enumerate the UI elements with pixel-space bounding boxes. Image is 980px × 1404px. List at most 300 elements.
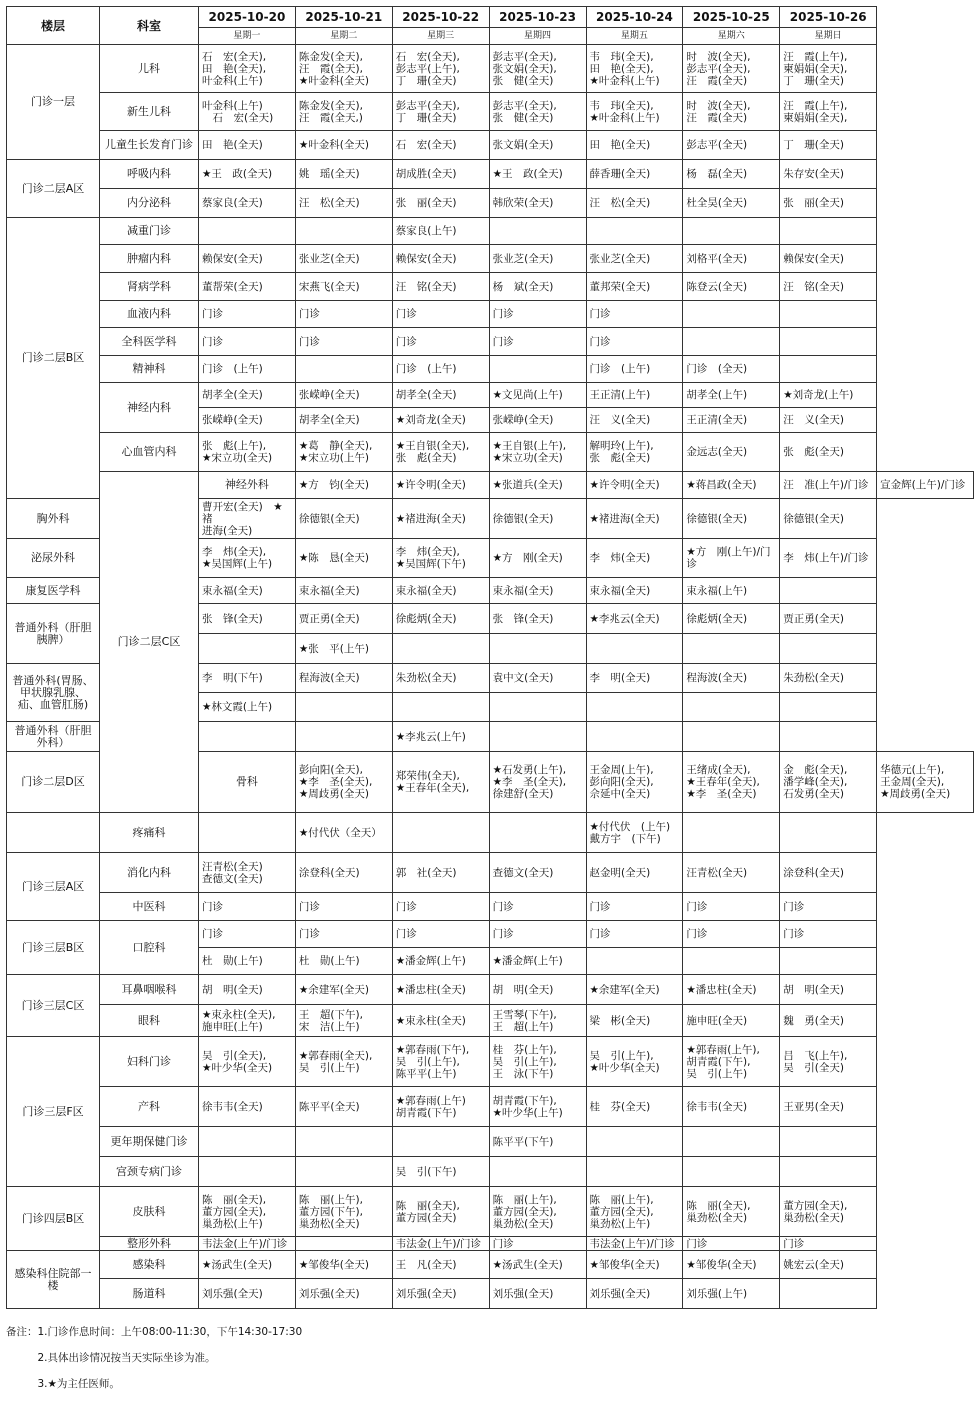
doctor-cell: 查德文(全天) — [489, 853, 586, 893]
doctor-cell: 金 彪(全天), 潘学峰(全天), 石发勇(全天) — [780, 752, 877, 813]
doctor-cell: ★刘奇龙(全天) — [392, 408, 489, 433]
floor-cell: 门诊二层C区 — [100, 472, 199, 813]
schedule-row — [7, 383, 974, 408]
department-cell: 内分泌科 — [100, 189, 199, 218]
doctor-cell: ★潘忠柱(全天) — [392, 975, 489, 1005]
department-cell: 胸外科 — [7, 499, 100, 539]
department-cell: 整形外科 — [100, 1237, 199, 1251]
floor-cell: 门诊四层B区 — [7, 1187, 100, 1251]
schedule-row — [7, 921, 974, 948]
doctor-cell: ★潘金辉(上午) — [489, 948, 586, 975]
doctor-cell: 田 艳(全天) — [586, 131, 683, 160]
doctor-cell: ★王 政(全天) — [489, 160, 586, 189]
doctor-cell: 李 炜(全天) — [586, 539, 683, 578]
doctor-cell: 门诊 — [586, 921, 683, 948]
schedule-row — [7, 893, 974, 921]
doctor-cell — [780, 328, 877, 356]
schedule-row — [7, 1087, 974, 1127]
doctor-cell: 张 丽(全天) — [392, 189, 489, 218]
department-cell: 疼痛科 — [100, 813, 199, 853]
doctor-cell — [489, 693, 586, 722]
doctor-cell: 杜 勋(上午) — [295, 948, 392, 975]
department-cell: 口腔科 — [100, 921, 199, 975]
doctor-cell: 刘乐强(全天) — [199, 1279, 296, 1309]
doctor-cell — [780, 693, 877, 722]
department-cell: 肾病学科 — [100, 273, 199, 301]
doctor-cell — [780, 948, 877, 975]
department-cell: 皮肤科 — [100, 1187, 199, 1237]
doctor-cell: 汪青松(全天) — [683, 853, 780, 893]
department-cell: 眼科 — [100, 1005, 199, 1037]
note-line: 3.★为主任医师。 — [6, 1378, 120, 1390]
doctor-cell: 王正清(上午) — [586, 383, 683, 408]
doctor-cell: ★方 钧(全天) — [295, 472, 392, 499]
doctor-cell: 李 炜(全天), ★吴国辉(下午) — [392, 539, 489, 578]
doctor-cell: 胡孝全(全天) — [295, 408, 392, 433]
doctor-cell: ★石发勇(上午), ★李 圣(全天), 徐建舒(全天) — [489, 752, 586, 813]
doctor-cell: 宋燕飞(全天) — [295, 273, 392, 301]
doctor-cell — [683, 634, 780, 664]
doctor-cell — [780, 301, 877, 328]
doctor-cell: ★刘奇龙(上午) — [780, 383, 877, 408]
doctor-cell: 董帮荣(全天) — [199, 273, 296, 301]
doctor-cell — [683, 1127, 780, 1157]
doctor-cell: 门诊 — [199, 301, 296, 328]
doctor-cell: 董方园(全天), 巢劲松(全天) — [780, 1187, 877, 1237]
doctor-cell: 程海波(全天) — [683, 664, 780, 693]
doctor-cell: 梁 彬(全天) — [586, 1005, 683, 1037]
doctor-cell: 束永福(上午) — [683, 578, 780, 604]
department-cell: 新生儿科 — [100, 93, 199, 131]
doctor-cell — [295, 693, 392, 722]
doctor-cell: 门诊 — [392, 328, 489, 356]
doctor-cell: ★付代伏 (上午) 戴方宇 (下午) — [586, 813, 683, 853]
doctor-cell: 门诊 — [392, 921, 489, 948]
doctor-cell — [489, 1157, 586, 1187]
schedule-row — [7, 1237, 974, 1251]
doctor-cell: 吕 飞(上午), 吴 引(全天) — [780, 1037, 877, 1087]
doctor-cell: 徐德银(全天) — [780, 499, 877, 539]
department-cell: 泌尿外科 — [7, 539, 100, 578]
doctor-cell: 韦法金(上午)/门诊 — [199, 1237, 296, 1251]
doctor-cell: ★束永柱(全天) — [392, 1005, 489, 1037]
doctor-cell — [295, 218, 392, 245]
doctor-cell: 陈平平(全天) — [295, 1087, 392, 1127]
doctor-cell: 吴 引(上午), ★叶少华(全天) — [586, 1037, 683, 1087]
floor-cell: 门诊二层D区 — [7, 752, 100, 813]
doctor-cell: 门诊 — [586, 893, 683, 921]
doctor-cell: 王 凡(全天) — [392, 1251, 489, 1279]
doctor-cell: 汪 松(全天) — [586, 189, 683, 218]
department-cell: 普通外科(胃肠、甲状腺乳腺、疝、血管肛肠) — [7, 664, 100, 722]
doctor-cell: ★蒋昌政(全天) — [683, 472, 780, 499]
doctor-cell: ★林文霞(上午) — [199, 693, 296, 722]
schedule-row — [7, 433, 974, 472]
doctor-cell: 陈 丽(上午), 董方园(全天), 巢劲松(全天) — [489, 1187, 586, 1237]
doctor-cell — [586, 948, 683, 975]
doctor-cell — [780, 1127, 877, 1157]
date-header: 2025-10-21 — [295, 7, 392, 28]
department-cell: 全科医学科 — [100, 328, 199, 356]
doctor-cell: ★郭春雨(下午), 吴 引(上午), 陈平平(上午) — [392, 1037, 489, 1087]
floor-cell: 门诊一层 — [7, 45, 100, 160]
floor-cell: 感染科住院部一楼 — [7, 1251, 100, 1309]
schedule-row — [7, 975, 974, 1005]
doctor-cell: 王金周(上午), 彭向阳(全天), 佘延中(全天) — [586, 752, 683, 813]
doctor-cell: 时 波(全天), 汪 霞(全天) — [683, 93, 780, 131]
department-cell: 减重门诊 — [100, 218, 199, 245]
date-header: 2025-10-20 — [199, 7, 296, 28]
department-cell: 宫颈专病门诊 — [100, 1157, 199, 1187]
doctor-cell: 杨 斌(全天) — [489, 273, 586, 301]
doctor-cell: 李 明(全天) — [586, 664, 683, 693]
floor-cell: 门诊二层B区 — [7, 218, 100, 499]
doctor-cell: ★余建军(全天) — [295, 975, 392, 1005]
doctor-cell: 杜全昊(全天) — [683, 189, 780, 218]
doctor-cell — [683, 948, 780, 975]
schedule-row — [7, 218, 974, 245]
doctor-cell — [683, 693, 780, 722]
doctor-cell: 张业芝(全天) — [489, 245, 586, 273]
doctor-cell: ★束永柱(全天), 施申旺(上午) — [199, 1005, 296, 1037]
doctor-cell: 彭志平(全天), 张文娟(全天), 张 健(全天) — [489, 45, 586, 93]
doctor-cell: 束永福(全天) — [489, 578, 586, 604]
doctor-cell: 涂登科(全天) — [295, 853, 392, 893]
doctor-cell: 薛香珊(全天) — [586, 160, 683, 189]
doctor-cell: ★邹俊华(全天) — [295, 1251, 392, 1279]
doctor-cell: 束永福(全天) — [199, 578, 296, 604]
doctor-cell — [586, 634, 683, 664]
floor-header: 楼层 — [7, 7, 100, 45]
department-cell: 中医科 — [100, 893, 199, 921]
schedule-sheet — [6, 6, 974, 1309]
date-header: 2025-10-22 — [392, 7, 489, 28]
doctor-cell: 门诊 — [489, 328, 586, 356]
doctor-cell: 刘乐强(全天) — [489, 1279, 586, 1309]
doctor-cell: ★叶金科(全天) — [295, 131, 392, 160]
doctor-cell: ★方 刚(上午)/门诊 — [683, 539, 780, 578]
doctor-cell — [586, 693, 683, 722]
doctor-cell: 蔡家良(上午) — [392, 218, 489, 245]
doctor-cell: 胡 明(全天) — [780, 975, 877, 1005]
doctor-cell: 韦 玮(全天), 田 艳(全天), ★叶金科(上午) — [586, 45, 683, 93]
schedule-row — [7, 160, 974, 189]
doctor-cell: 门诊 — [586, 328, 683, 356]
doctor-cell: ★李兆云(全天) — [586, 604, 683, 634]
doctor-cell: 韦 玮(全天), ★叶金科(上午) — [586, 93, 683, 131]
doctor-cell: ★潘金辉(上午) — [392, 948, 489, 975]
department-cell: 呼吸内科 — [100, 160, 199, 189]
doctor-cell: 门诊 — [683, 921, 780, 948]
schedule-row — [7, 301, 974, 328]
doctor-cell: 吴 引(全天), ★叶少华(全天) — [199, 1037, 296, 1087]
doctor-cell: 陈金发(全天), 汪 霞(全天,) — [295, 93, 392, 131]
doctor-cell: 田 艳(全天) — [199, 131, 296, 160]
department-cell: 普通外科（肝胆外科） — [7, 722, 100, 752]
schedule-row — [7, 1279, 974, 1309]
doctor-cell: 门诊 — [199, 921, 296, 948]
doctor-cell: 董邦荣(全天) — [586, 273, 683, 301]
doctor-cell: 门诊 — [780, 893, 877, 921]
doctor-cell: 汪青松(全天) 查德文(全天) — [199, 853, 296, 893]
doctor-cell: 姚宏云(全天) — [780, 1251, 877, 1279]
doctor-cell — [295, 1127, 392, 1157]
doctor-cell: 石 宏(全天), 彭志平(上午), 丁 珊(全天) — [392, 45, 489, 93]
doctor-cell: 丁 珊(全天) — [780, 131, 877, 160]
doctor-cell: 陈平平(下午) — [489, 1127, 586, 1157]
schedule-row — [7, 245, 974, 273]
doctor-cell: 门诊 — [295, 893, 392, 921]
department-cell: 骨科 — [199, 752, 296, 813]
schedule-row — [7, 45, 974, 93]
doctor-cell: 陈金发(全天), 汪 霞(全天), ★叶金科(全天) — [295, 45, 392, 93]
doctor-cell: 门诊 — [780, 1237, 877, 1251]
doctor-cell — [586, 1157, 683, 1187]
doctor-cell: 彭向阳(全天), ★李 圣(全天), ★周歧勇(全天) — [295, 752, 392, 813]
schedule-row — [7, 328, 974, 356]
doctor-cell: ★付代伏（全天） — [295, 813, 392, 853]
doctor-cell: ★陈 恳(全天) — [295, 539, 392, 578]
weekday-header: 星期日 — [780, 28, 877, 45]
department-cell: 消化内科 — [100, 853, 199, 893]
doctor-cell: 袁中文(全天) — [489, 664, 586, 693]
doctor-cell: ★潘忠柱(全天) — [683, 975, 780, 1005]
doctor-cell: 朱劲松(全天) — [780, 664, 877, 693]
doctor-cell: ★王自银(全天), 张 彪(全天) — [392, 433, 489, 472]
doctor-cell: 束永福(全天) — [295, 578, 392, 604]
floor-cell: 门诊二层A区 — [7, 160, 100, 218]
doctor-cell: 陈 丽(全天), 巢劲松(全天) — [683, 1187, 780, 1237]
department-cell: 肿瘤内科 — [100, 245, 199, 273]
doctor-cell: 蔡家良(全天) — [199, 189, 296, 218]
note-line: 2.具体出诊情况按当天实际坐诊为准。 — [6, 1352, 216, 1364]
doctor-cell: 赖保安(全天) — [780, 245, 877, 273]
doctor-cell: 李 炜(全天), ★吴国辉(上午) — [199, 539, 296, 578]
doctor-cell: 华德元(上午), 王金周(全天), ★周歧勇(全天) — [877, 752, 974, 813]
doctor-cell: 刘格平(全天) — [683, 245, 780, 273]
schedule-row — [7, 189, 974, 218]
doctor-cell: 彭志平(全天), 张 健(全天) — [489, 93, 586, 131]
doctor-cell: ★王自银(上午), ★宋立功(全天) — [489, 433, 586, 472]
doctor-cell — [392, 1127, 489, 1157]
doctor-cell — [586, 218, 683, 245]
doctor-cell — [199, 722, 296, 752]
doctor-cell: 陈 丽(全天), 董方园(全天), 巢劲松(上午) — [199, 1187, 296, 1237]
doctor-cell: 吴 引(下午) — [392, 1157, 489, 1187]
doctor-cell — [199, 634, 296, 664]
doctor-cell: 王正清(全天) — [683, 408, 780, 433]
doctor-cell: 叶金科(上午) 石 宏(全天) — [199, 93, 296, 131]
doctor-cell: ★郭春雨(上午), 胡青霞(下午), 吴 引(上午) — [683, 1037, 780, 1087]
doctor-cell: 胡 明(全天) — [489, 975, 586, 1005]
doctor-cell: 李 明(下午) — [199, 664, 296, 693]
doctor-cell: 张 彪(全天) — [780, 433, 877, 472]
doctor-cell: 赖保安(全天) — [199, 245, 296, 273]
doctor-cell: 韦法金(上午)/门诊 — [392, 1237, 489, 1251]
doctor-cell: ★余建军(全天) — [586, 975, 683, 1005]
department-cell: 神经外科 — [199, 472, 296, 499]
floor-cell — [7, 813, 100, 853]
doctor-cell — [586, 722, 683, 752]
doctor-cell: 时 波(全天), 彭志平(全天), 汪 霞(全天) — [683, 45, 780, 93]
doctor-cell: 汪 霞(上午), 柬娟娟(全天), 丁 珊(全天) — [780, 45, 877, 93]
doctor-cell: 王雪琴(下午), 王 超(上午) — [489, 1005, 586, 1037]
doctor-cell: 门诊 — [392, 301, 489, 328]
doctor-cell: 汪 义(全天) — [780, 408, 877, 433]
schedule-row — [7, 1157, 974, 1187]
note-line: 备注：1.门诊作息时间：上午08:00-11:30，下午14:30-17:30 — [6, 1326, 303, 1338]
doctor-cell: 徐韦韦(全天) — [199, 1087, 296, 1127]
doctor-cell: 桂 芬(全天) — [586, 1087, 683, 1127]
department-cell: 感染科 — [100, 1251, 199, 1279]
doctor-cell: 门诊 (上午) — [199, 356, 296, 383]
doctor-cell: 魏 勇(全天) — [780, 1005, 877, 1037]
doctor-cell: 王亚男(全天) — [780, 1087, 877, 1127]
date-header: 2025-10-25 — [683, 7, 780, 28]
doctor-cell: 汪 铭(全天) — [780, 273, 877, 301]
doctor-cell: ★方 刚(全天) — [489, 539, 586, 578]
department-cell: 产科 — [100, 1087, 199, 1127]
department-cell: 心血管内科 — [100, 433, 199, 472]
floor-cell: 门诊三层A区 — [7, 853, 100, 921]
doctor-cell: 姚 瑶(全天) — [295, 160, 392, 189]
date-header: 2025-10-26 — [780, 7, 877, 28]
doctor-cell: 桂 芬(上午), 吴 引(上午), 王 泳(下午) — [489, 1037, 586, 1087]
date-header: 2025-10-23 — [489, 7, 586, 28]
doctor-cell: 徐彪炳(全天) — [392, 604, 489, 634]
doctor-cell — [392, 634, 489, 664]
doctor-cell — [199, 1157, 296, 1187]
schedule-row — [7, 356, 974, 383]
doctor-cell — [780, 356, 877, 383]
schedule-row — [7, 1187, 974, 1237]
doctor-cell: 汪 准(上午)/门诊 — [780, 472, 877, 499]
doctor-cell: 门诊 — [586, 301, 683, 328]
doctor-cell: 杜 勋(上午) — [199, 948, 296, 975]
doctor-cell: 涂登科(全天) — [780, 853, 877, 893]
doctor-cell: 张 锋(全天) — [489, 604, 586, 634]
doctor-cell: 束永福(全天) — [392, 578, 489, 604]
doctor-cell: 刘乐强(上午) — [683, 1279, 780, 1309]
doctor-cell: ★汤武生(全天) — [199, 1251, 296, 1279]
doctor-cell: 门诊 (全天) — [683, 356, 780, 383]
doctor-cell: 门诊 (上午) — [586, 356, 683, 383]
doctor-cell — [780, 813, 877, 853]
date-header: 2025-10-24 — [586, 7, 683, 28]
doctor-cell: 门诊 — [780, 921, 877, 948]
doctor-cell: 李 炜(上午)/门诊 — [780, 539, 877, 578]
doctor-cell: 胡青霞(下午), ★叶少华(上午) — [489, 1087, 586, 1127]
floor-cell: 门诊三层B区 — [7, 921, 100, 975]
doctor-cell: 汪 义(全天) — [586, 408, 683, 433]
doctor-cell: 门诊 — [295, 301, 392, 328]
doctor-cell: 曹开宏(全天) ★褚 进海(全天) — [199, 499, 296, 539]
doctor-cell — [780, 722, 877, 752]
weekday-header: 星期二 — [295, 28, 392, 45]
schedule-row — [7, 1251, 974, 1279]
weekday-header: 星期一 — [199, 28, 296, 45]
weekday-header: 星期四 — [489, 28, 586, 45]
doctor-cell: 门诊 — [683, 1237, 780, 1251]
doctor-cell: 徐德银(全天) — [489, 499, 586, 539]
doctor-cell: 张 彪(上午), ★宋立功(全天) — [199, 433, 296, 472]
doctor-cell: ★汤武生(全天) — [489, 1251, 586, 1279]
doctor-cell: 门诊 — [199, 328, 296, 356]
doctor-cell: 徐韦韦(全天) — [683, 1087, 780, 1127]
doctor-cell — [683, 218, 780, 245]
doctor-cell: 金远志(全天) — [683, 433, 780, 472]
doctor-cell — [489, 218, 586, 245]
doctor-cell — [489, 634, 586, 664]
doctor-cell — [295, 1237, 392, 1251]
doctor-cell: 张嵘峥(全天) — [295, 383, 392, 408]
doctor-cell: 门诊 (上午) — [392, 356, 489, 383]
schedule-row — [7, 93, 974, 131]
doctor-cell — [683, 722, 780, 752]
department-cell: 耳鼻咽喉科 — [100, 975, 199, 1005]
doctor-cell: 胡成胜(全天) — [392, 160, 489, 189]
department-cell: 妇科门诊 — [100, 1037, 199, 1087]
department-cell: 普通外科（肝胆胰脾） — [7, 604, 100, 664]
department-cell: 更年期保健门诊 — [100, 1127, 199, 1157]
doctor-cell: ★褚进海(全天) — [392, 499, 489, 539]
doctor-cell: ★褚进海(全天) — [586, 499, 683, 539]
doctor-cell: 张业芝(全天) — [295, 245, 392, 273]
schedule-row — [7, 853, 974, 893]
doctor-cell: ★文见尚(上午) — [489, 383, 586, 408]
doctor-cell: 门诊 — [392, 893, 489, 921]
doctor-cell: 施申旺(全天) — [683, 1005, 780, 1037]
doctor-cell: 石 宏(全天) — [392, 131, 489, 160]
doctor-cell: 汪 铭(全天) — [392, 273, 489, 301]
doctor-cell: 朱存安(全天) — [780, 160, 877, 189]
doctor-cell: 陈 丽(上午), 董方园(下午), 巢劲松(全天) — [295, 1187, 392, 1237]
doctor-cell — [199, 1127, 296, 1157]
doctor-cell — [683, 1157, 780, 1187]
doctor-cell: 张文娟(全天) — [489, 131, 586, 160]
doctor-cell: 程海波(全天) — [295, 664, 392, 693]
doctor-cell: 徐德银(全天) — [295, 499, 392, 539]
doctor-cell: 杨 磊(全天) — [683, 160, 780, 189]
clinic-schedule-table — [6, 6, 974, 1309]
doctor-cell — [780, 218, 877, 245]
doctor-cell: 彭志平(全天) — [683, 131, 780, 160]
doctor-cell — [295, 722, 392, 752]
schedule-row — [7, 472, 974, 499]
dept-header: 科室 — [100, 7, 199, 45]
doctor-cell: 门诊 — [683, 893, 780, 921]
schedule-row — [7, 131, 974, 160]
weekday-header: 星期六 — [683, 28, 780, 45]
doctor-cell: ★葛 静(全天), ★宋立功(上午) — [295, 433, 392, 472]
doctor-cell: 张嵘峥(全天) — [489, 408, 586, 433]
doctor-cell: 朱劲松(全天) — [392, 664, 489, 693]
schedule-row — [7, 1037, 974, 1087]
doctor-cell — [780, 634, 877, 664]
doctor-cell — [489, 813, 586, 853]
doctor-cell: 刘乐强(全天) — [295, 1279, 392, 1309]
doctor-cell: 门诊 — [295, 921, 392, 948]
doctor-cell — [199, 813, 296, 853]
doctor-cell: 胡孝全(全天) — [392, 383, 489, 408]
doctor-cell — [683, 301, 780, 328]
doctor-cell: 胡孝全(上午) — [683, 383, 780, 408]
department-cell: 儿科 — [100, 45, 199, 93]
doctor-cell: 张嵘峥(全天) — [199, 408, 296, 433]
schedule-row — [7, 1005, 974, 1037]
department-cell: 康复医学科 — [7, 578, 100, 604]
department-cell: 肠道科 — [100, 1279, 199, 1309]
